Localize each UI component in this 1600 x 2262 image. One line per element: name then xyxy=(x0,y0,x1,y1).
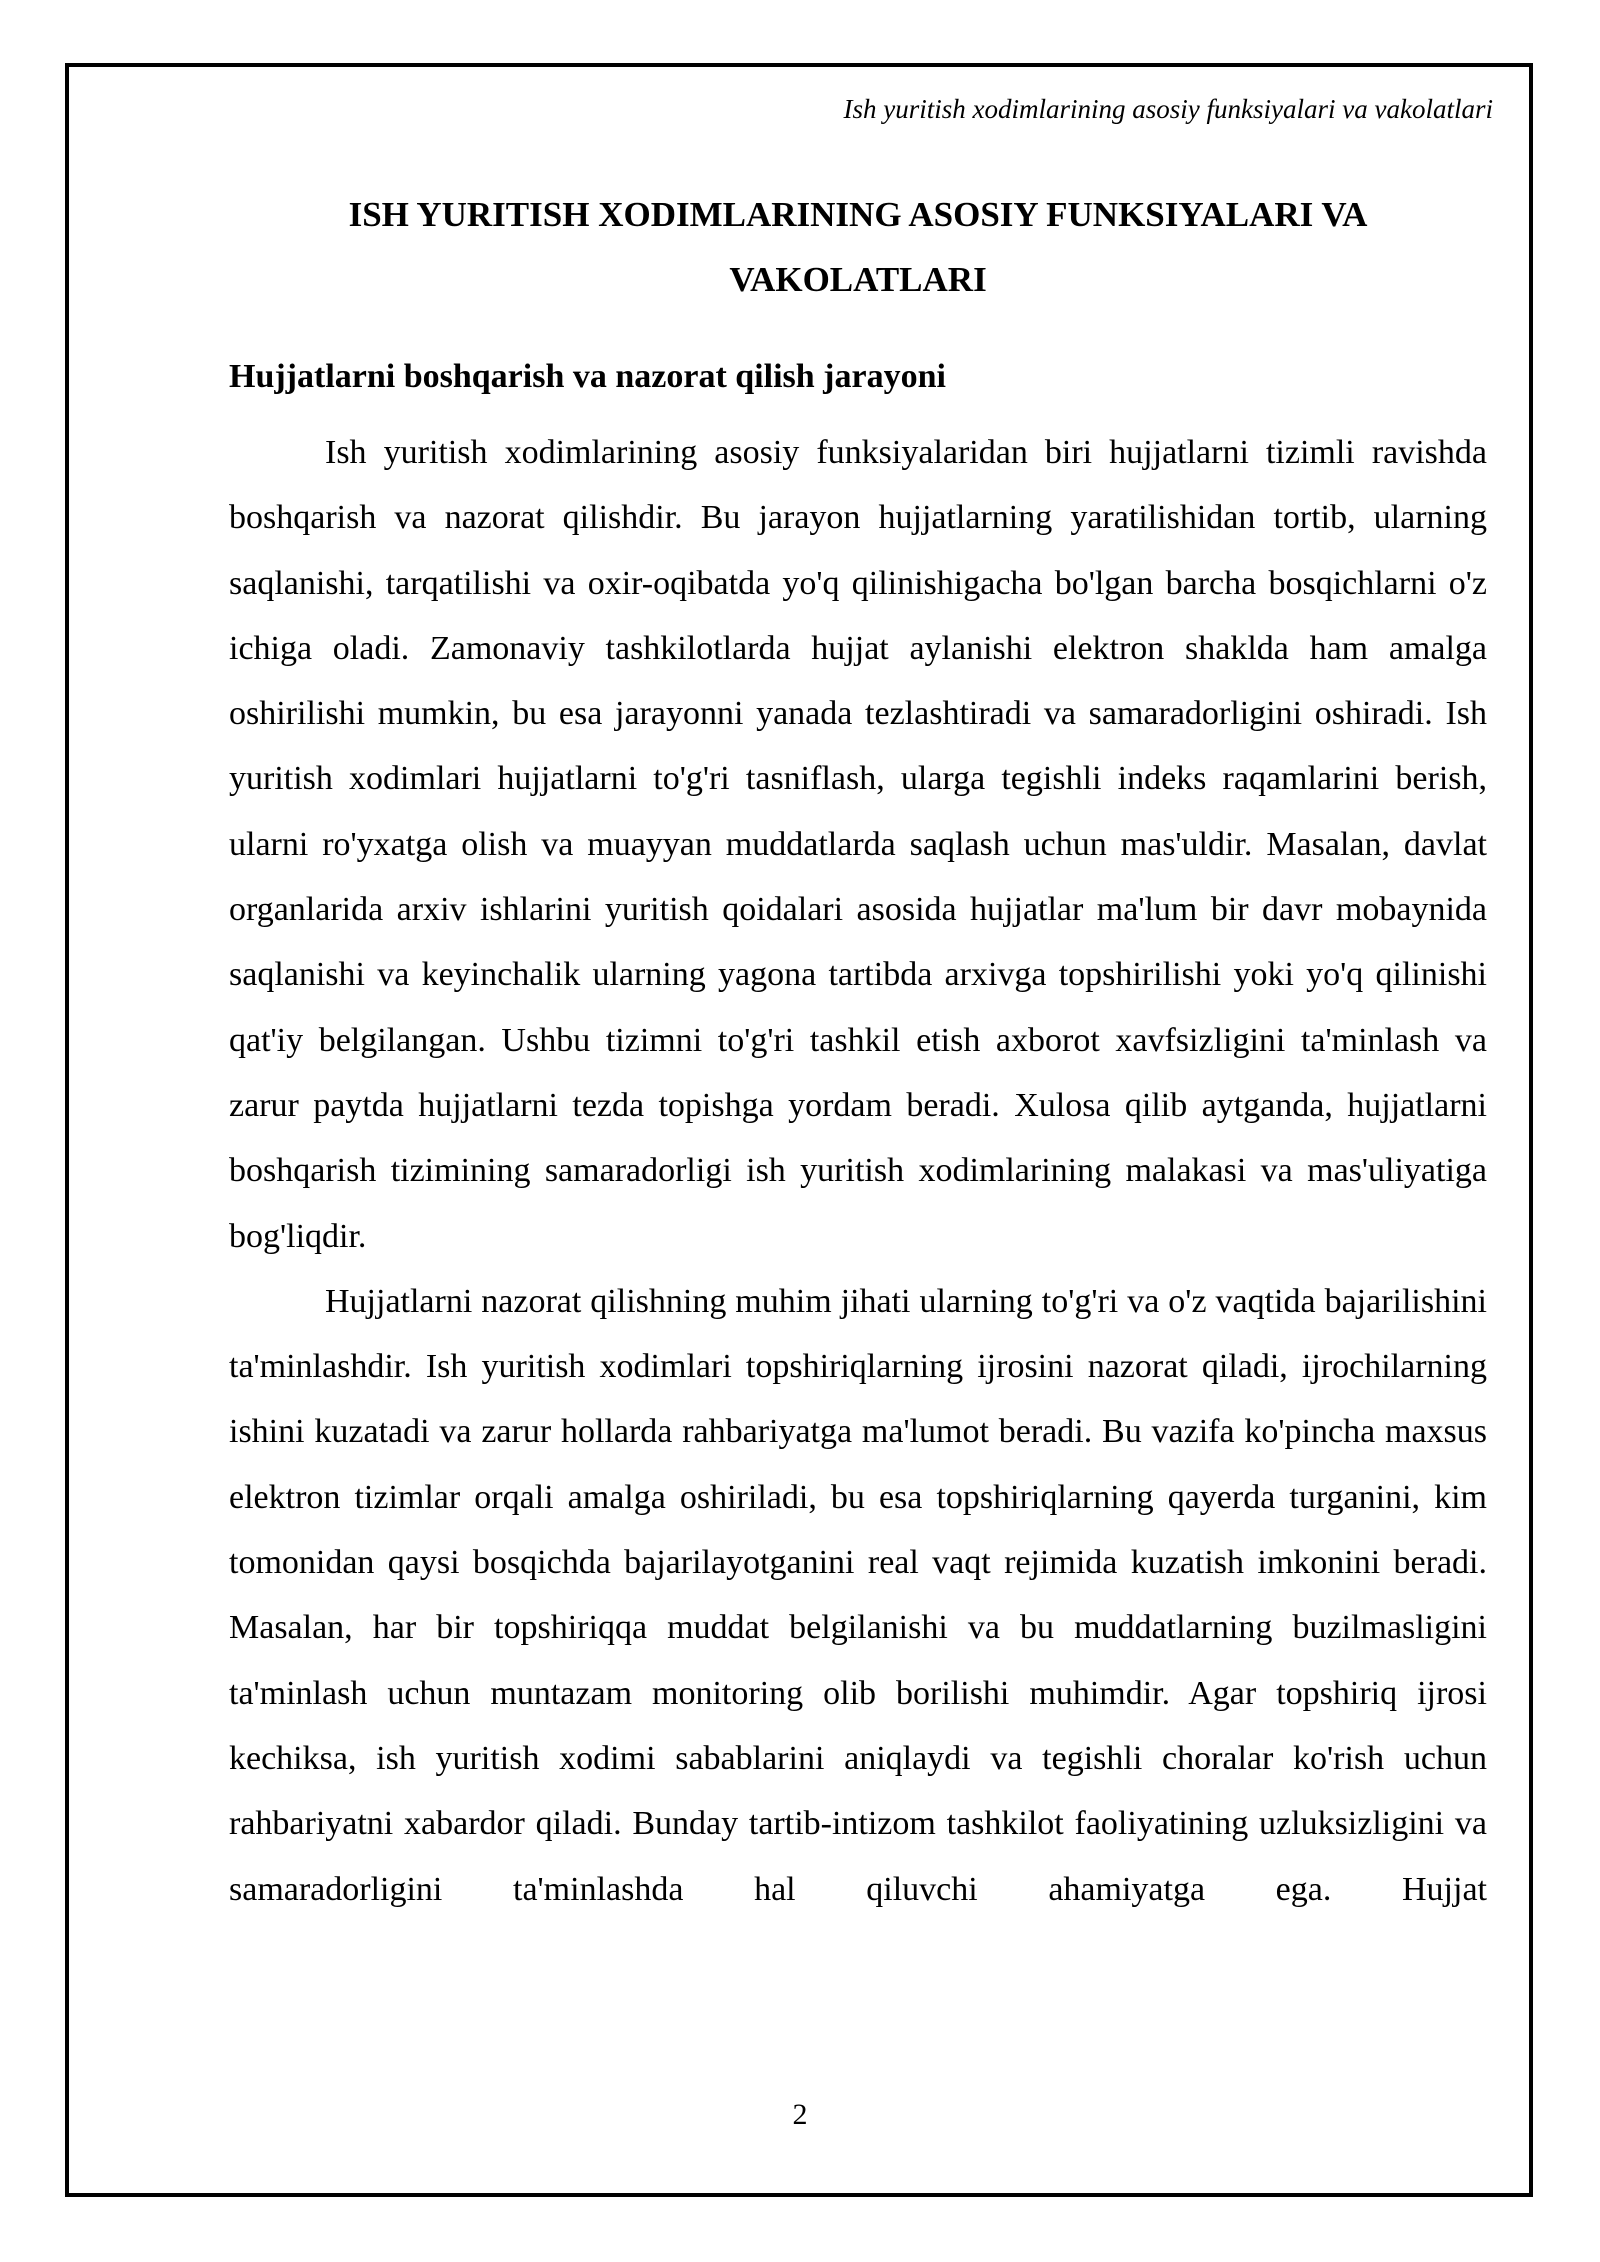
page-number: 2 xyxy=(792,2098,808,2131)
document-title xyxy=(229,182,1487,312)
title-line-2: VAKOLATLARI xyxy=(729,260,987,299)
body-paragraph: Ish yuritish xodimlarining asosiy funksiyalaridan biri hujjatlarni tizimli ravishda boshqarish va nazorat qilishdir. Bu jarayon hujjatlarning yaratilishidan tortib, ularning saqlanishi, tarqatilishi va oxir-oqibatda yo'q qilinishigacha bo'lgan barcha bosqichlarni o'z ichiga oladi. Zamonaviy tashkilotlarda hujjat aylanishi elektron shaklda ham amalga oshirilishi mumkin, bu esa jarayonni yanada tezlashtiradi va samaradorligini oshiradi. Ish yuritish xodimlari hujjatlarni to'g'ri tasniflash, ularga tegishli indeks raqamlarini berish, ularni ro'yxatga olish va muayyan muddatlarda saqlash uchun mas'uldir. Masalan, davlat organlarida arxiv ishlarini yuritish qoidalari asosida hujjatlar ma'lum bir davr mobaynida saqlanishi va keyinchalik ularning yagona tartibda arxivga topshirilishi yoki yo'q qilinishi qat'iy belgilangan. Ushbu tizimni to'g'ri tashkil etish axborot xavfsizligini ta'minlash va zarur paytda hujjatlarni tezda topishga yordam beradi. Xulosa qilib aytganda, hujjatlarni boshqarish tizimining samaradorligi ish yuritish xodimlarining malakasi va mas'uliyatiga bog'liqdir. xyxy=(229,434,1487,1255)
section-heading: Hujjatlarni boshqarish va nazorat qilish jarayoni xyxy=(229,358,946,395)
running-header: Ish yuritish xodimlarining asosiy funksiyalari va vakolatlari xyxy=(843,94,1493,124)
body-paragraph: Hujjatlarni nazorat qilishning muhim jihati ularning to'g'ri va o'z vaqtida bajarilishini ta'minlashdir. Ish yuritish xodimlari topshiriqlarning ijrosini nazorat qiladi, ijrochilarning ishini kuzatadi va zarur hollarda rahbariyatga ma'lumot beradi. Bu vazifa ko'pincha maxsus elektron tizimlar orqali amalga oshiriladi, bu esa topshiriqlarning qayerda turganini, kim tomonidan qaysi bosqichda bajarilayotganini real vaqt rejimida kuzatish imkonini beradi. Masalan, har bir topshiriqqa muddat belgilanishi va bu muddatlarning buzilmasligini ta'minlash uchun muntazam monitoring olib borilishi muhimdir. Agar topshiriq ijrosi kechiksa, ish yuritish xodimi sabablarini aniqlaydi va tegishli choralar ko'rish uchun rahbariyatni xabardor qiladi. Bunday tartib-intizom tashkilot faoliyatining uzluksizligini va samaradorligini ta'minlashda hal qiluvchi ahamiyatga ega. Hujjat xyxy=(229,1282,1487,1908)
title-line-1: ISH YURITISH XODIMLARINING ASOSIY FUNKSIYALARI VA xyxy=(348,195,1368,234)
page-content xyxy=(229,182,1487,1922)
